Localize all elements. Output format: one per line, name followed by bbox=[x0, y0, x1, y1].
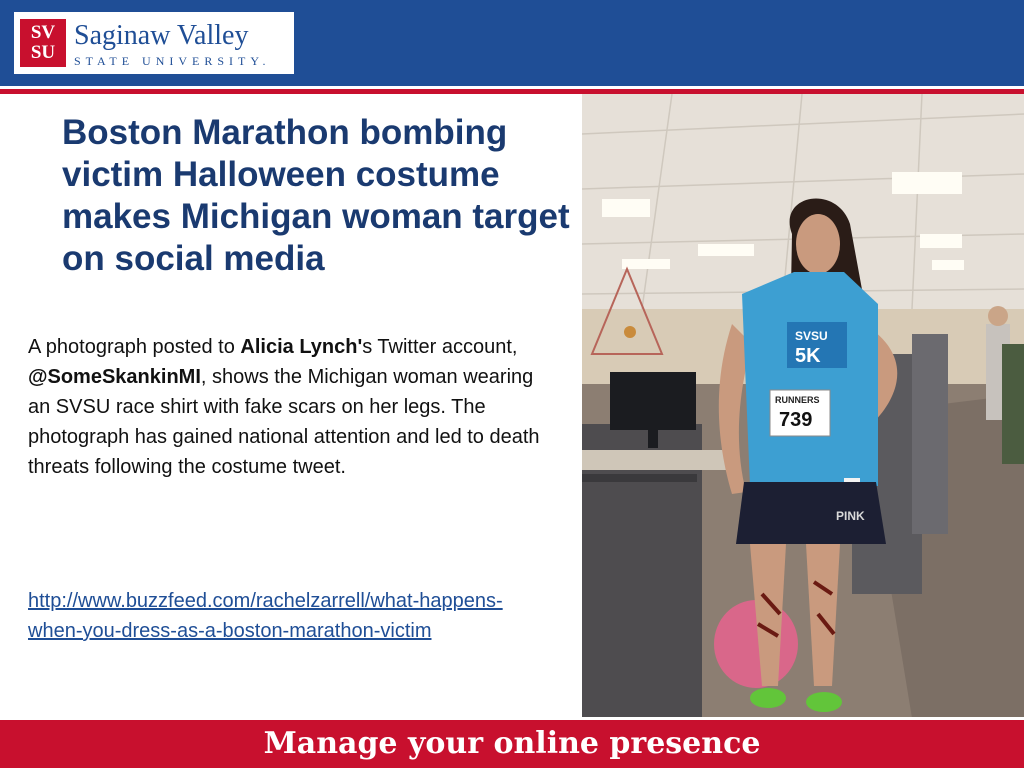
footer-divider bbox=[0, 717, 1024, 720]
logo-mark: SV SU bbox=[20, 19, 66, 67]
slide-title: Boston Marathon bombing victim Halloween costume makes Michigan woman target on social media bbox=[62, 113, 570, 278]
footer-bar bbox=[0, 717, 1024, 768]
logo-university-name: Saginaw Valley bbox=[74, 20, 249, 51]
header-bar bbox=[0, 0, 1024, 86]
person-name: Alicia Lynch' bbox=[240, 336, 363, 358]
logo-subtitle: STATE UNIVERSITY. bbox=[74, 54, 271, 68]
footer-caption: Manage your online presence bbox=[263, 726, 761, 761]
twitter-handle: @SomeSkankinMI bbox=[28, 366, 201, 388]
source-link[interactable]: http://www.buzzfeed.com/rachelzarrell/what-happens-when-you-dress-as-a-boston-marathon-victim bbox=[28, 590, 503, 642]
bib-number: 739 bbox=[779, 409, 813, 431]
shirt-5k-text: 5K bbox=[795, 345, 821, 367]
costume-photo bbox=[582, 94, 1024, 718]
bib-label: RUNNERS bbox=[775, 395, 820, 405]
svsu-logo bbox=[14, 12, 294, 74]
body-paragraph: A photograph posted to Alicia Lynch's Twitter account, @SomeSkankinMI, shows the Michigan woman wearing an SVSU race shirt with fake scars on her legs. The photograph has gained national attention and led to death threats following the costume tweet. bbox=[28, 336, 540, 478]
skirt-text: PINK bbox=[836, 509, 865, 523]
shirt-logo-text: SVSU bbox=[795, 329, 828, 343]
